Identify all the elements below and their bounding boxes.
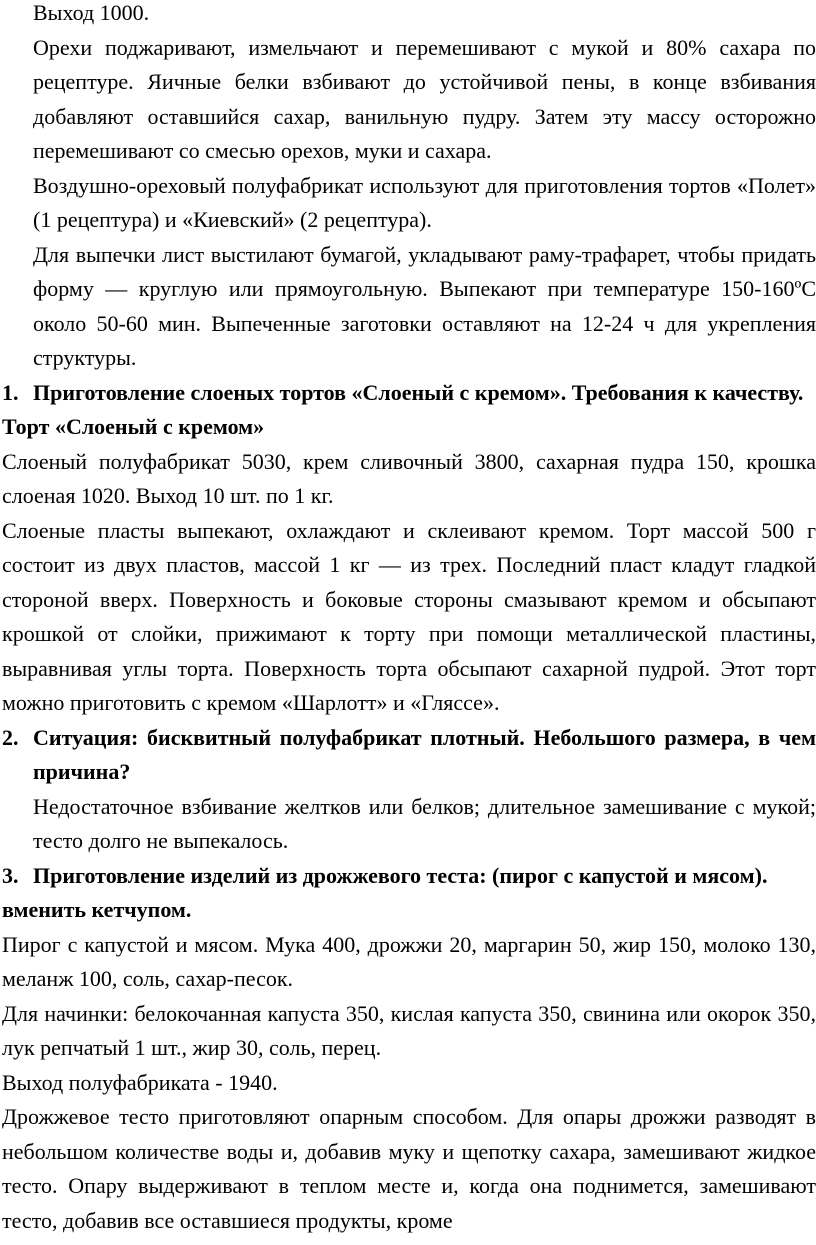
paragraph-yield: Выход 1000. [33, 0, 150, 25]
paragraph-cake-recipe: Слоеный полуфабрикат 5030, крем сливочный 3800, сахарная пудра 150, крошка слоеная 1020. Выход 10 шт. по 1 кг. [2, 448, 816, 508]
paragraph-pie-yield: Выход полуфабриката - 1940. [2, 1069, 278, 1095]
section-number: 2. [2, 724, 19, 750]
paragraph-baking: Для выпечки лист выстилают бумагой, укладывают раму-трафарет, чтобы придать форму — круглую или прямоугольную. Выпекают при температуре 150-160ºС около 50-60 мин. Выпеченные заготовки оставляют на 12-24 ч для укрепления структуры. [33, 241, 816, 370]
paragraph-pie-recipe: Пирог с капустой и мясом. Мука 400, дрожжи 20, маргарин 50, жир 150, молоко 130, меланж 100, соль, сахар-песок. [2, 931, 816, 991]
section-title: Приготовление изделий из дрожжевого теста: (пирог с капустой и мясом). [33, 862, 768, 888]
section-number: 3. [2, 862, 19, 888]
paragraph-cake-method: Слоеные пласты выпекают, охлаждают и склеивают кремом. Торт массой 500 г состоит из двух пластов, массой 1 кг — из трех. Последний пласт кладут гладкой стороной вверх. Поверхность и боковые стороны смазывают кремом и обсыпают крошкой от слойки, прижимают к торту при помощи металлической пластины, выравнивая углы торта. Поверхность торта обсыпают сахарной пудрой. Этот торт можно приготовить с кремом «Шарлотт» и «Гляссе». [2, 517, 816, 715]
subheading-cake: Торт «Слоеный с кремом» [2, 414, 265, 439]
subheading-ketchup: вменить кетчупом. [2, 897, 192, 922]
section-number: 1. [2, 379, 19, 405]
paragraph-nuts-method: Орехи поджаривают, измельчают и перемешивают с мукой и 80% сахара по рецептуре. Яичные белки взбивают до устойчивой пены, в конце взбивания добавляют оставшийся сахар, ванильную пудру. Затем эту массу осторожно перемешивают со смесью орехов, муки и сахара. [33, 34, 816, 163]
section-title: Ситуация: бисквитный полуфабрикат плотный. Небольшого размера, в чем причина? [33, 724, 816, 784]
section-heading-2 [0, 721, 816, 790]
paragraph-situation-answer: Недостаточное взбивание желтков или белков; длительное замешивание с мукой; тесто долго не выпекалось. [33, 793, 816, 853]
section-heading-3 [0, 859, 816, 894]
paragraph-usage: Воздушно-ореховый полуфабрикат используют для приготовления тортов «Полет» (1 рецептура) и «Киевский» (2 рецептура). [33, 172, 816, 232]
paragraph-filling: Для начинки: белокочанная капуста 350, кислая капуста 350, свинина или окорок 350, лук репчатый 1 шт., жир 30, соль, перец. [2, 1000, 816, 1060]
section-title: Приготовление слоеных тортов «Слоеный с кремом». Требования к качеству. [33, 379, 804, 405]
section-heading-1 [0, 376, 816, 411]
paragraph-dough-method: Дрожжевое тесто приготовляют опарным способом. Для опары дрожжи разводят в небольшом количестве воды и, добавив муку и щепотку сахара, замешивают жидкое тесто. Опару выдерживают в теплом месте и, когда она поднимется, замешивают тесто, добавив все оставшиеся продукты, кроме [2, 1104, 816, 1233]
